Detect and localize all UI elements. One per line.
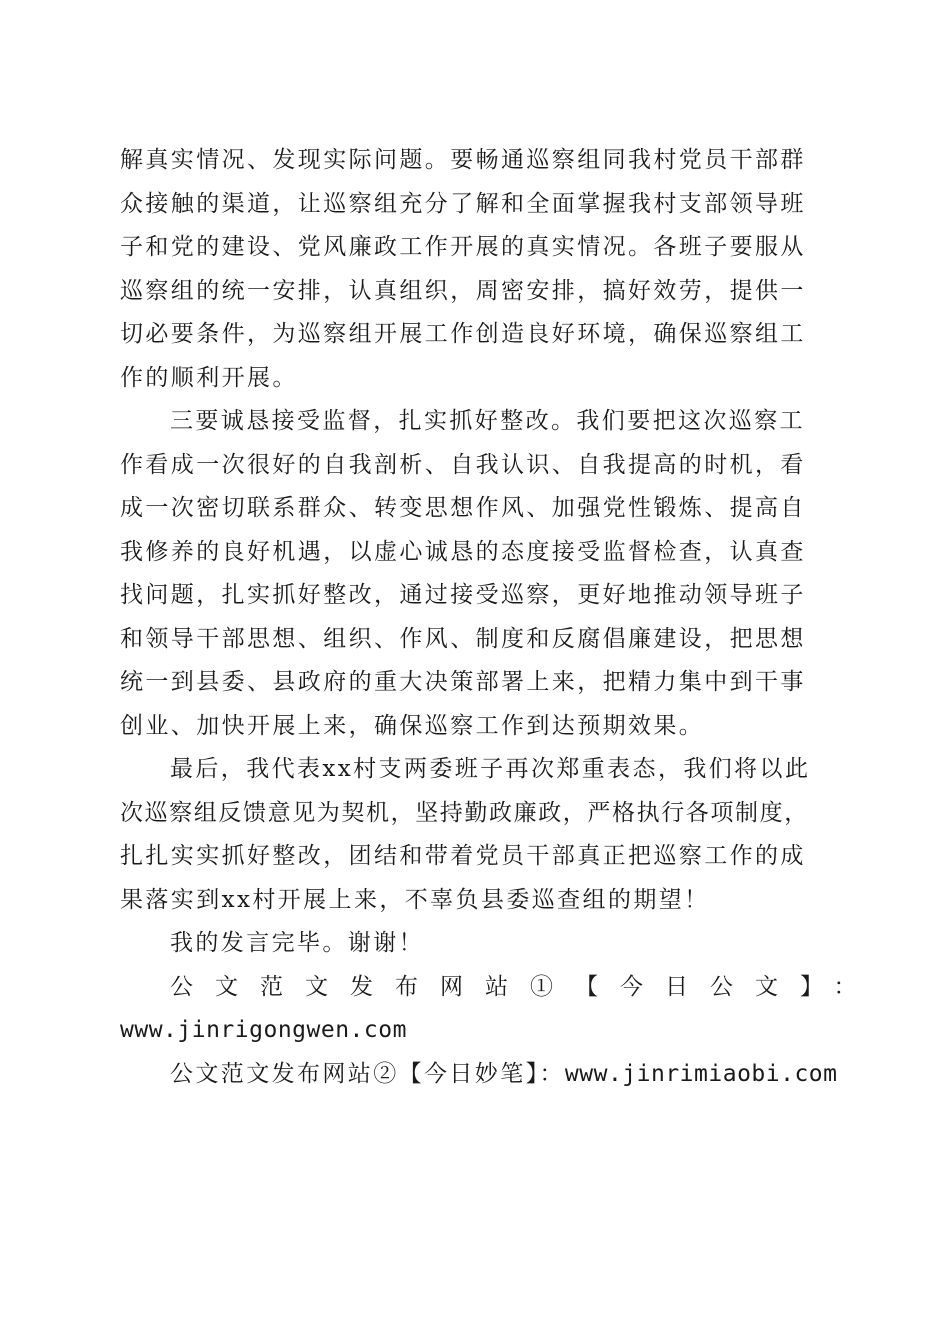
text-line: 和领导干部思想、组织、作风、制度和反腐倡廉建设，把思想: [120, 625, 806, 652]
paragraph-1: [120, 139, 830, 400]
text-line: 我修养的良好机遇，以虚心诚恳的态度接受监督检查，认真查: [120, 538, 806, 565]
paragraph-2: [120, 400, 830, 748]
text-line: 作的顺利开展。: [120, 364, 298, 391]
text-line: 找问题，扎实抓好整改，通过接受巡察，更好地推动领导班子: [120, 582, 806, 608]
text-line: 次巡察组反馈意见为契机，坚持勤政廉政，严格执行各项制度，: [120, 799, 809, 826]
text-line: 成一次密切联系群众、转变思想作风、加强党性锻炼、提高自: [120, 495, 806, 521]
text-line: 果落实到xx村开展上来，不辜负县委巡查组的期望！: [120, 886, 710, 913]
text-line: 扎扎实实抓好整改，团结和带着党员干部真正把巡察工作的成: [120, 843, 806, 869]
footer-link-2-label: 公文范文发布网站②【今日妙笔】：: [170, 1060, 565, 1087]
text-line: 切必要条件，为巡察组开展工作创造良好环境，确保巡察组工: [120, 321, 806, 347]
text-line: 三要诚恳接受监督，扎实抓好整改。我们要把这次巡察工: [170, 408, 805, 434]
footer-link-1-label: 公文范文发布网站①【今日公文】：: [170, 973, 879, 1000]
text-line: 创业、加快开展上来，确保巡察工作到达预期效果。: [120, 712, 705, 739]
text-line: 子和党的建设、党风廉政工作开展的真实情况。各班子要服从: [120, 234, 806, 260]
text-line: 我的发言完毕。谢谢！: [170, 930, 424, 956]
text-line: 最后，我代表xx村支两委班子再次郑重表态，我们将以此: [170, 756, 811, 782]
text-line: 解真实情况、发现实际问题。要畅通巡察组同我村党员干部群: [120, 147, 806, 173]
document-page: [120, 139, 879, 1096]
paragraph-4: [120, 922, 830, 966]
text-line: 巡察组的统一安排，认真组织，周密安排，搞好效劳，提供一: [120, 277, 806, 304]
text-line: 众接触的渠道，让巡察组充分了解和全面掌握我村支部领导班: [120, 190, 806, 217]
footer-link-2-url[interactable]: www.jinrimiaobi.com: [564, 1060, 838, 1087]
footer-links: [120, 966, 879, 1097]
paragraph-3: [120, 748, 830, 922]
footer-link-1-url[interactable]: www.jinrigongwen.com: [120, 1017, 407, 1043]
text-line: 统一到县委、县政府的重大决策部署上来，把精力集中到干事: [120, 669, 806, 695]
footer-link-2: [120, 1053, 838, 1097]
text-line: 作看成一次很好的自我剖析、自我认识、自我提高的时机，看: [120, 451, 806, 478]
